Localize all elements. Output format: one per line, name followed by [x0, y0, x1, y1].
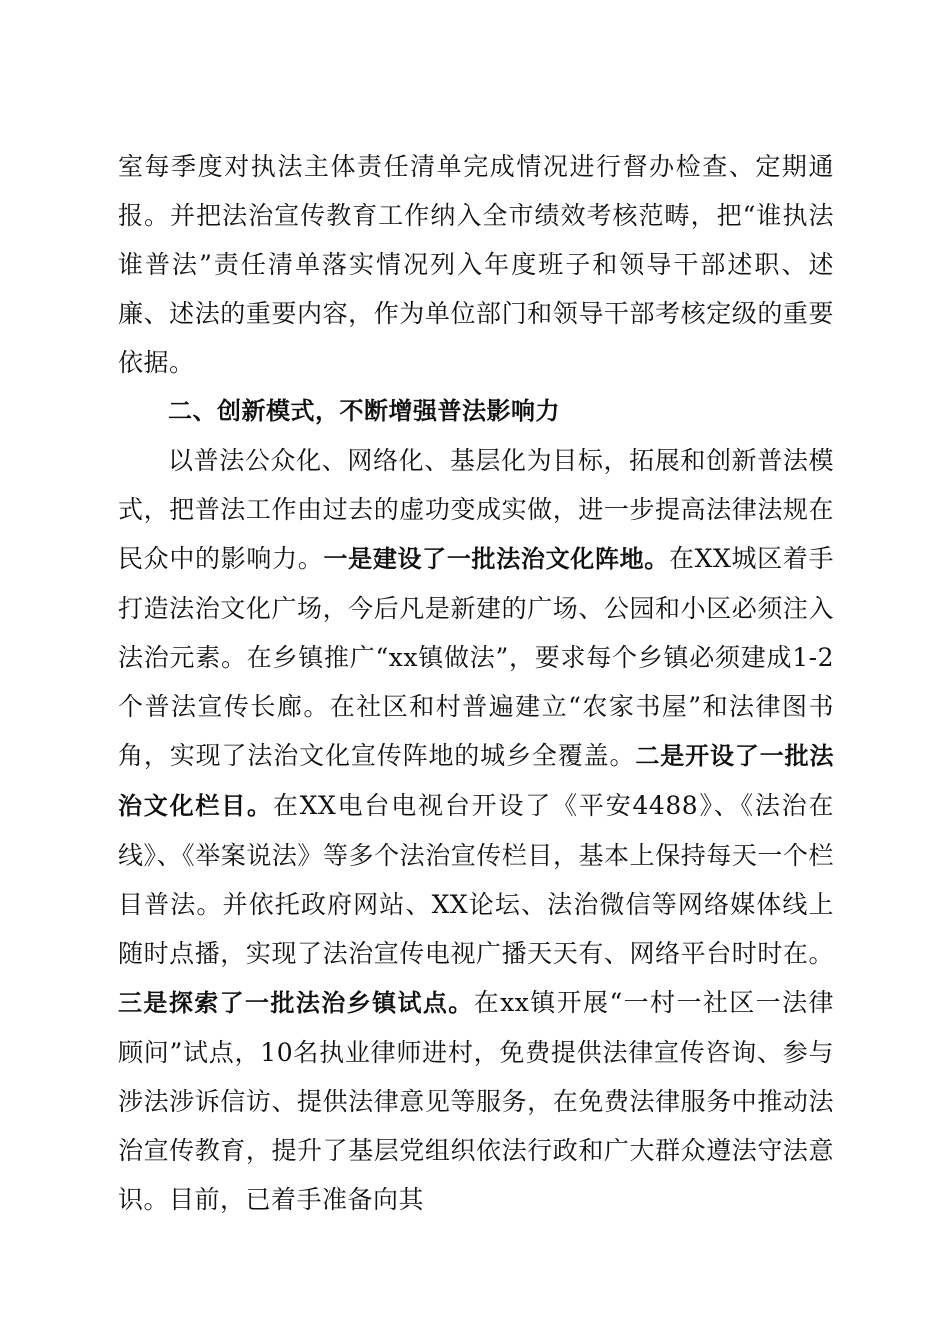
- point2-text: 在XX电台电视台开设了《平安4488》、《法治在线》、《举案说法》等多个法治宣传栏目，基本上保持每天一个栏目普法。并依托政府网站、XX论坛、法治微信等网络媒体线上随时点播，实现了法治宣传电视广播天天有、网络平台时时在。: [118, 791, 834, 968]
- point3-text: 在xx镇开展“一村一社区一法律顾问”试点，10名执业律师进村，免费提供法律宣传咨询、参与涉法涉诉信访、提供法律意见等服务，在免费法律服务中推动法治宣传教育，提升了基层党组织依法行政和广大群众遵法守法意识。目前，已着手准备向其: [118, 988, 835, 1214]
- section-heading-2: 二、创新模式，不断增强普法影响力: [168, 397, 560, 425]
- point3-title: 三是探索了一批法治乡镇试点。: [118, 989, 474, 1017]
- document-page: [118, 142, 834, 1224]
- point1-title: 一是建设了一批法治文化阵地。: [323, 545, 669, 573]
- point1-text: 在XX城区着手打造法治文化广场，今后凡是新建的广场、公园和小区必须注入法治元素。在乡镇推广“xx镇做法”，要求每个乡镇必须建成1-2个普法宣传长廊。在社区和村普遍建立“农家书屋”和法律图书角，实现了法治文化宣传阵地的城乡全覆盖。: [118, 544, 834, 770]
- intro-text: 以普法公众化、网络化、基层化为目标，拓展和创新普法模式，把普法工作由过去的虚功变成实做，进一步提高法律法规在民众中的影响力。: [118, 446, 834, 573]
- paragraph-section-2: [118, 436, 834, 1224]
- point2-title: 二是开设了一批法治文化栏目。: [118, 742, 834, 820]
- paragraph-continuation: 室每季度对执法主体责任清单完成情况进行督办检查、定期通报。并把法治宣传教育工作纳入全市绩效考核范畴，把“谁执法谁普法”责任清单落实情况列入年度班子和领导干部述职、述廉、述法的重要内容，作为单位部门和领导干部考核定级的重要依据。: [118, 152, 834, 377]
